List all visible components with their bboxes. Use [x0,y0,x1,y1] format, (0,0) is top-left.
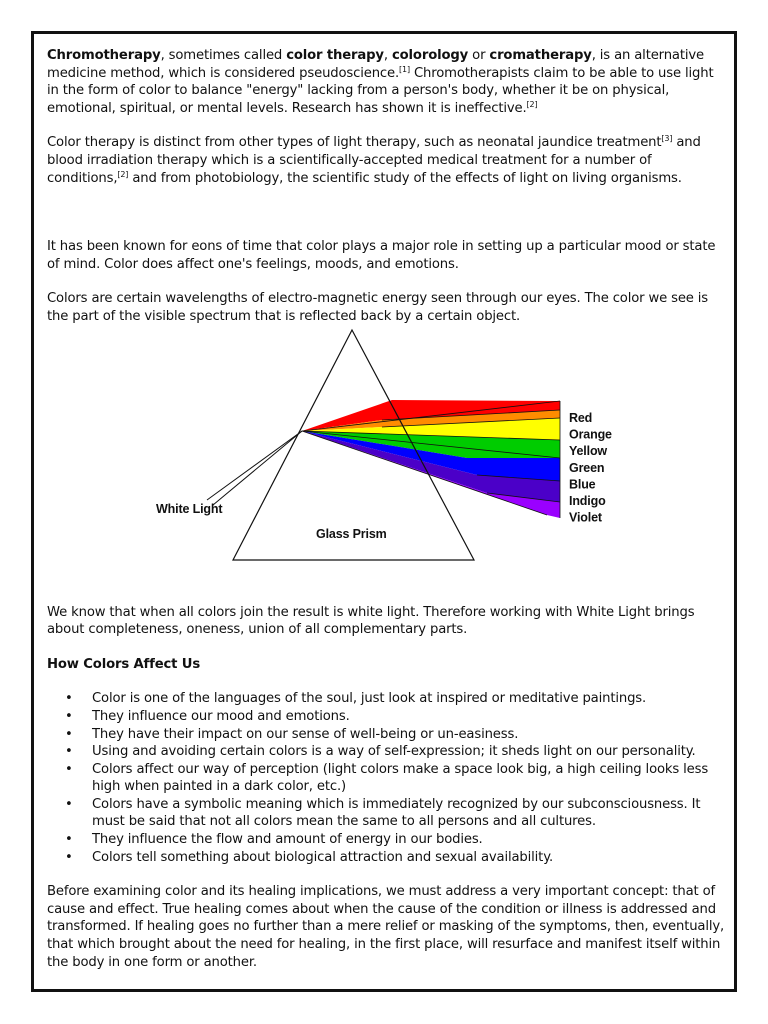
citation-link[interactable]: [3] [661,134,673,144]
distinction-paragraph [47,134,725,187]
bullet-dot: • [65,761,73,777]
list-item-text: Color is one of the languages of the soul, just look at inspired or meditative paintings. [92,691,647,707]
bullet-dot: • [65,691,73,707]
intro-paragraph [47,47,725,117]
spectrum-label-blue: Blue [569,476,596,491]
text-span: or [468,48,490,63]
list-item [47,708,725,726]
glass-prism-label: Glass Prism [316,526,387,541]
bullet-dot: • [65,726,73,742]
text-span: Chromotherapists claim to be able to use light in the form of color to balance "energy" lacking from a person's body, whether it be on physical, emotional, spiritual, or mental levels. Research has shown it is ineffective. [47,65,714,116]
list-item-text: They have their impact on our sense of well-being or un-easiness. [92,726,519,742]
list-item-text: Colors tell something about biological attraction and sexual availability. [92,849,554,865]
text-span: and from photobiology, the scientific study of the effects of light on living organisms. [128,170,682,186]
spectrum-label-red: Red [569,410,593,425]
term-cromatherapy: cromatherapy [489,48,592,63]
text-span: , [383,48,392,63]
list-item-text: They influence the flow and amount of energy in our bodies. [92,832,483,848]
term-colorology: colorology [391,48,469,63]
bullet-dot: • [65,744,73,760]
list-item [47,831,725,849]
list-item-text: Colors have a symbolic meaning which is immediately recognized by our subconsciousness. It must be said that not all colors mean the same to all persons and all cultures. [92,796,701,830]
term-chromotherapy: Chromotherapy [47,48,161,63]
white-light-paragraph: We know that when all colors join the result is white light. Therefore working with White Light brings about completeness, oneness, union of all complementary parts. [47,604,695,638]
text-span: , is an alternative medicine method, which is considered pseudoscience. [47,48,705,81]
wavelength-paragraph: Colors are certain wavelengths of electro-magnetic energy seen through our eyes. The color we see is the part of the visible spectrum that is reflected back by a certain object. [47,291,709,324]
white-light-beam [207,431,302,505]
section-heading: How Colors Affect Us [47,656,201,672]
text-span: Color therapy is distinct from other types of light therapy, such as neonatal jaundice treatment [47,135,662,151]
bullet-list [47,690,725,866]
page-border [31,31,737,992]
spectrum-label-violet: Violet [569,510,602,525]
citation-link[interactable]: [1] [399,64,410,74]
list-item [47,796,725,831]
prism-diagram [47,328,725,596]
list-item-text: Colors affect our way of perception (light colors make a space look big, a high ceiling looks less high when painted in a dark color, etc.) [92,761,709,795]
bullet-dot: • [65,708,73,724]
text-span: , sometimes called [160,48,287,63]
list-item [47,743,725,761]
bullet-dot: • [65,832,73,848]
bullet-dot: • [65,796,73,812]
citation-link[interactable]: [2] [526,99,538,109]
citation-link[interactable]: [2] [117,169,129,179]
healing-paragraph: Before examining color and its healing implications, we must address a very important concept: that of cause and effect. True healing comes about when the cause of the condition or illness is addressed and transformed. If healing goes no further than a mere relief or masking of the symptoms, then, eventually, that which brought about the need for healing, in the first place, will resurface and manifest itself within the body in one form or another. [47,884,725,970]
list-item-text: Using and avoiding certain colors is a way of self-expression; it sheds light on our personality. [92,744,696,760]
prism-svg [47,328,725,596]
spectrum-labels [569,411,612,525]
document-body [47,47,725,971]
mood-paragraph: It has been known for eons of time that color plays a major role in setting up a particular mood or state of mind. Color does affect one's feelings, moods, and emotions. [47,239,716,272]
spectrum-label-green: Green [569,460,605,475]
list-item [47,849,725,867]
list-item-text: They influence our mood and emotions. [92,708,350,724]
list-item [47,690,725,708]
bullet-dot: • [65,849,73,865]
spectrum-label-indigo: Indigo [569,493,606,508]
list-item [47,726,725,744]
text-span: and blood irradiation therapy which is a scientifically-accepted medical treatment for a number of conditions, [47,135,701,186]
white-light-label: White Light [156,501,223,516]
spectrum-label-yellow: Yellow [569,443,608,458]
spectrum-label-orange: Orange [569,427,612,442]
term-color-therapy: color therapy [286,48,384,63]
list-item [47,761,725,796]
